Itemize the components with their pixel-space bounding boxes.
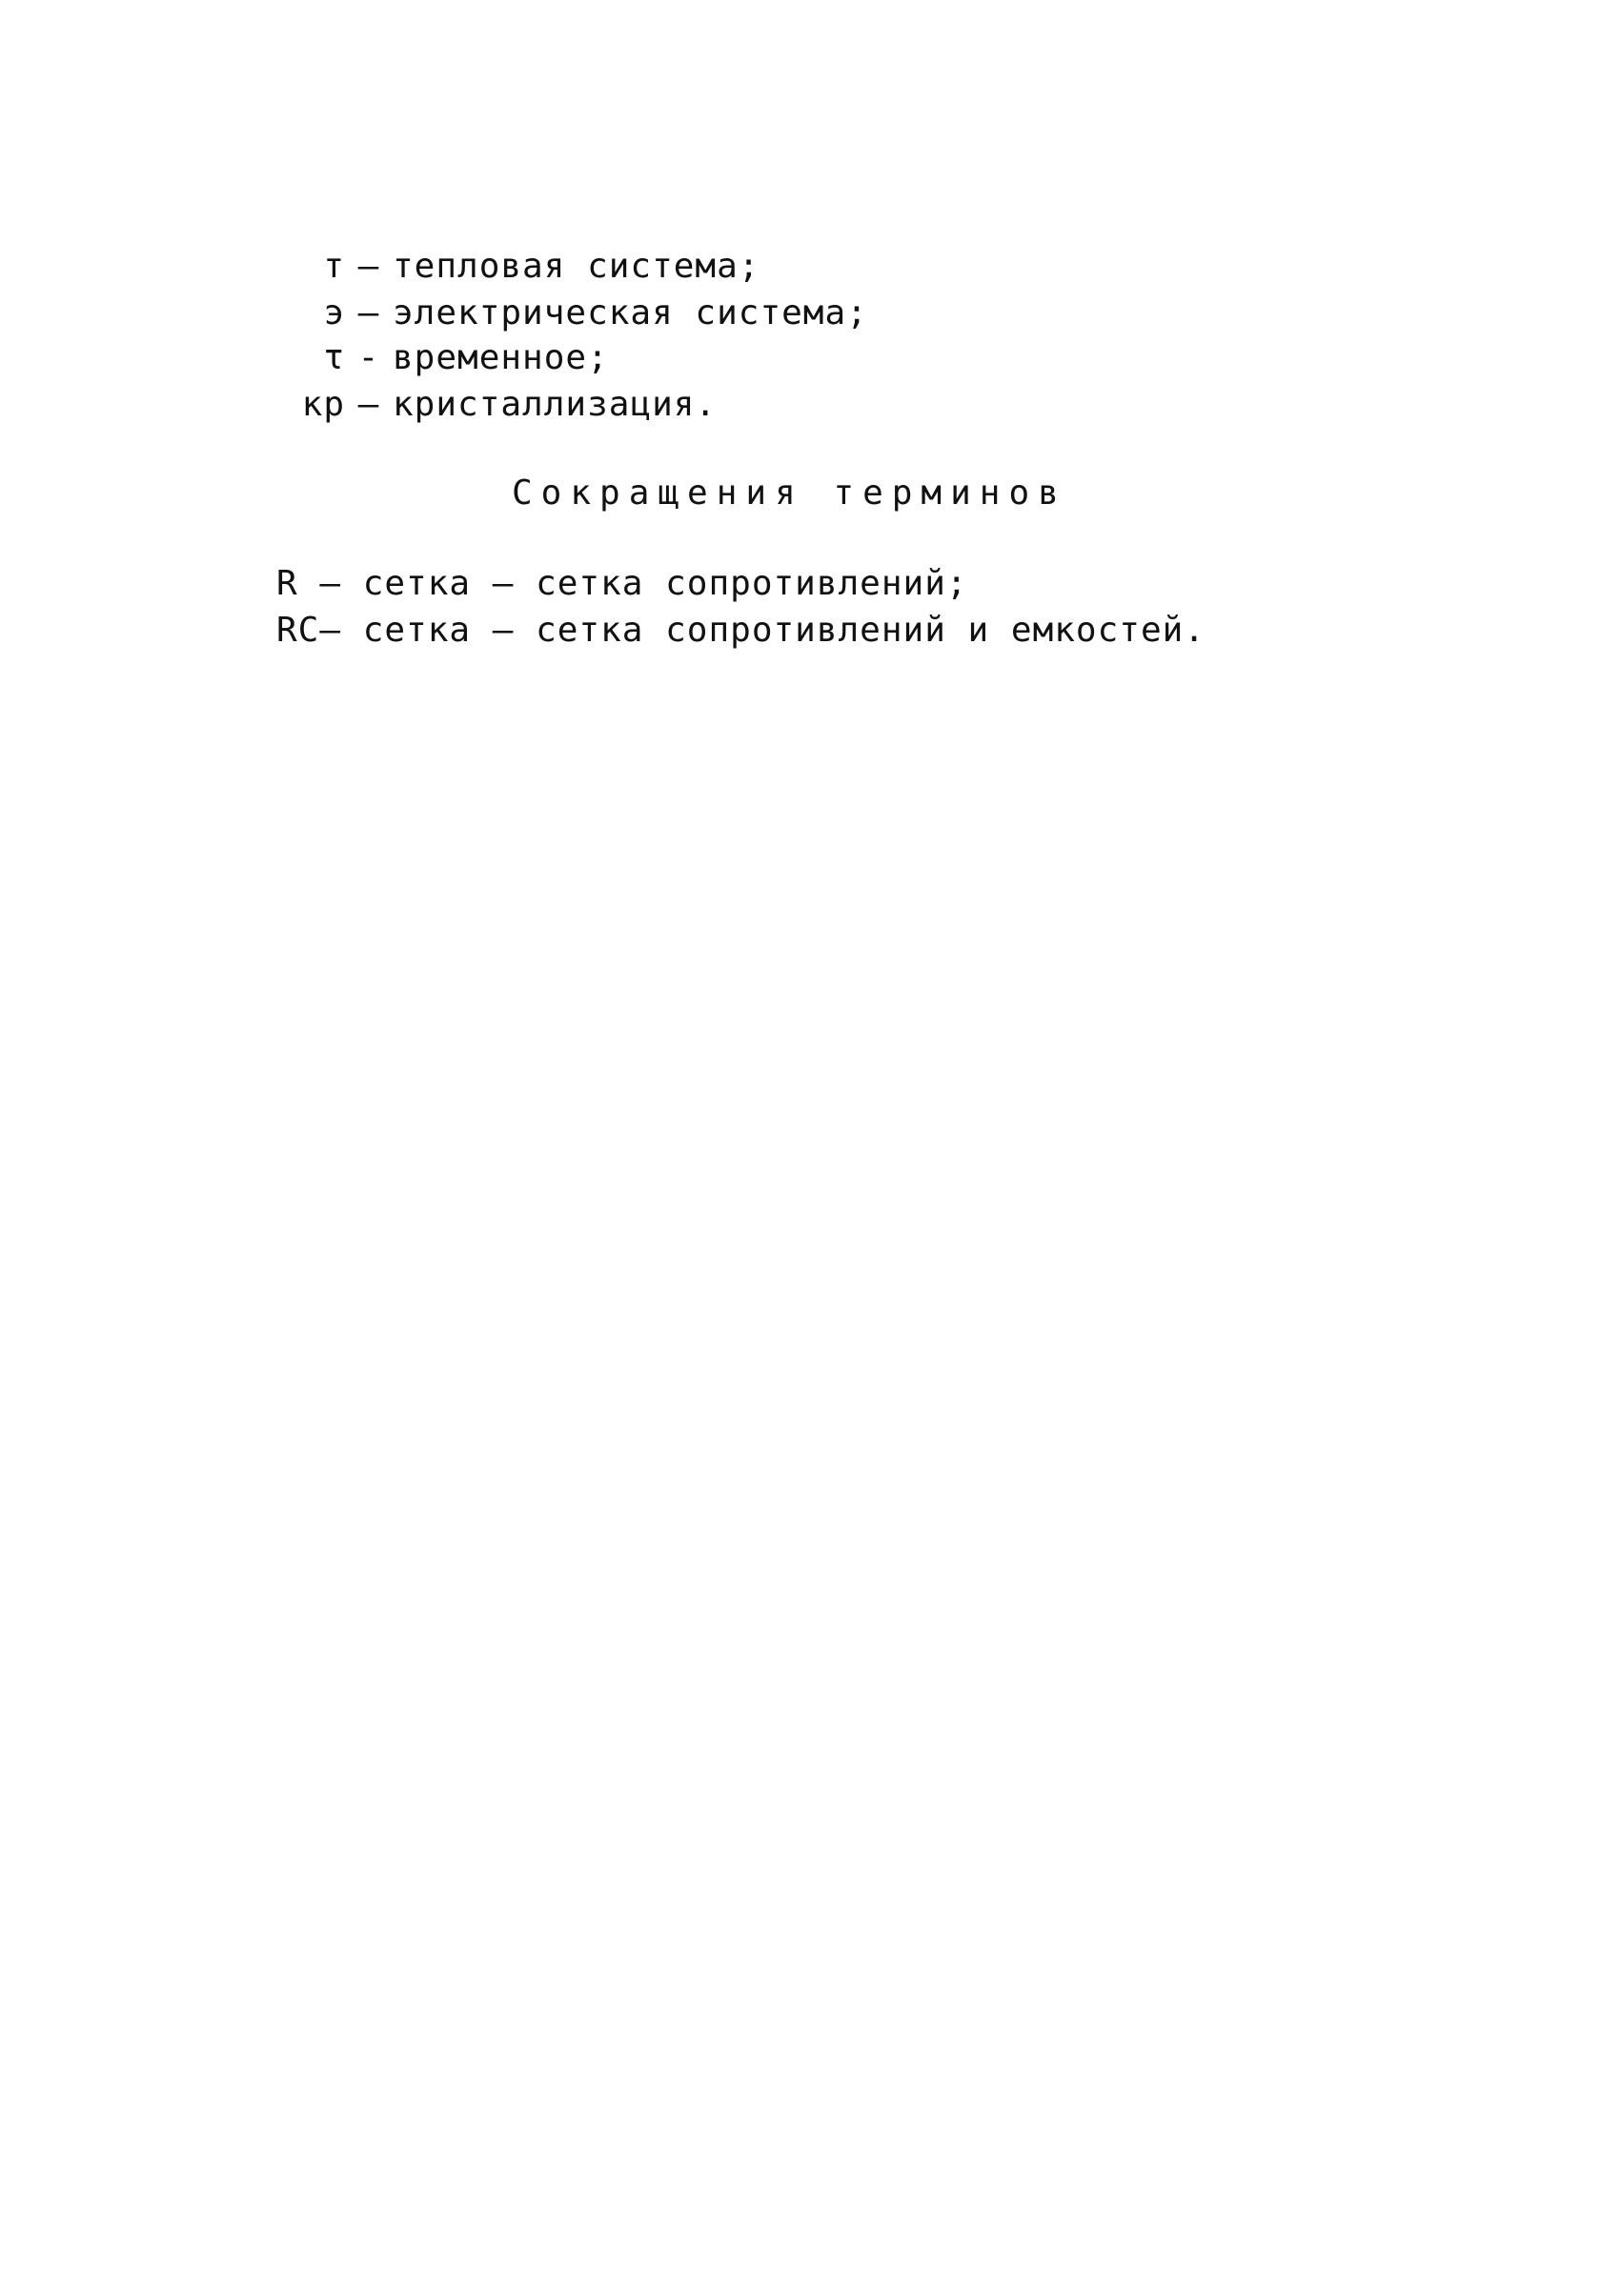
abbreviation-term: R – — [275, 564, 341, 603]
designation-dash: – — [357, 385, 380, 424]
designation-symbol: э — [323, 293, 345, 332]
designation-meaning: электрическая система; — [393, 293, 868, 332]
abbreviation-row — [236, 563, 968, 605]
designation-dash: – — [357, 247, 380, 286]
designation-meaning: временное; — [393, 338, 609, 377]
designation-row — [259, 384, 717, 426]
section-heading: Сокращения терминов — [512, 473, 1067, 513]
abbreviation-definition: сетка – сетка сопротивлений и емкостей. — [362, 611, 1206, 650]
designation-meaning: кристаллизация. — [393, 385, 718, 424]
designation-row — [259, 337, 609, 379]
designation-row — [259, 246, 760, 288]
designation-symbol: т — [323, 247, 345, 286]
designation-row — [259, 292, 868, 334]
designation-symbol: кр — [301, 385, 345, 424]
abbreviation-definition: сетка – сетка сопротивлений; — [362, 564, 968, 603]
designation-dash: – — [357, 293, 380, 332]
abbreviation-row — [236, 610, 1206, 652]
designation-dash: - — [357, 338, 380, 377]
designation-symbol: τ — [323, 338, 345, 377]
designation-meaning: тепловая система; — [393, 247, 760, 286]
abbreviation-term: RC– — [275, 611, 341, 650]
